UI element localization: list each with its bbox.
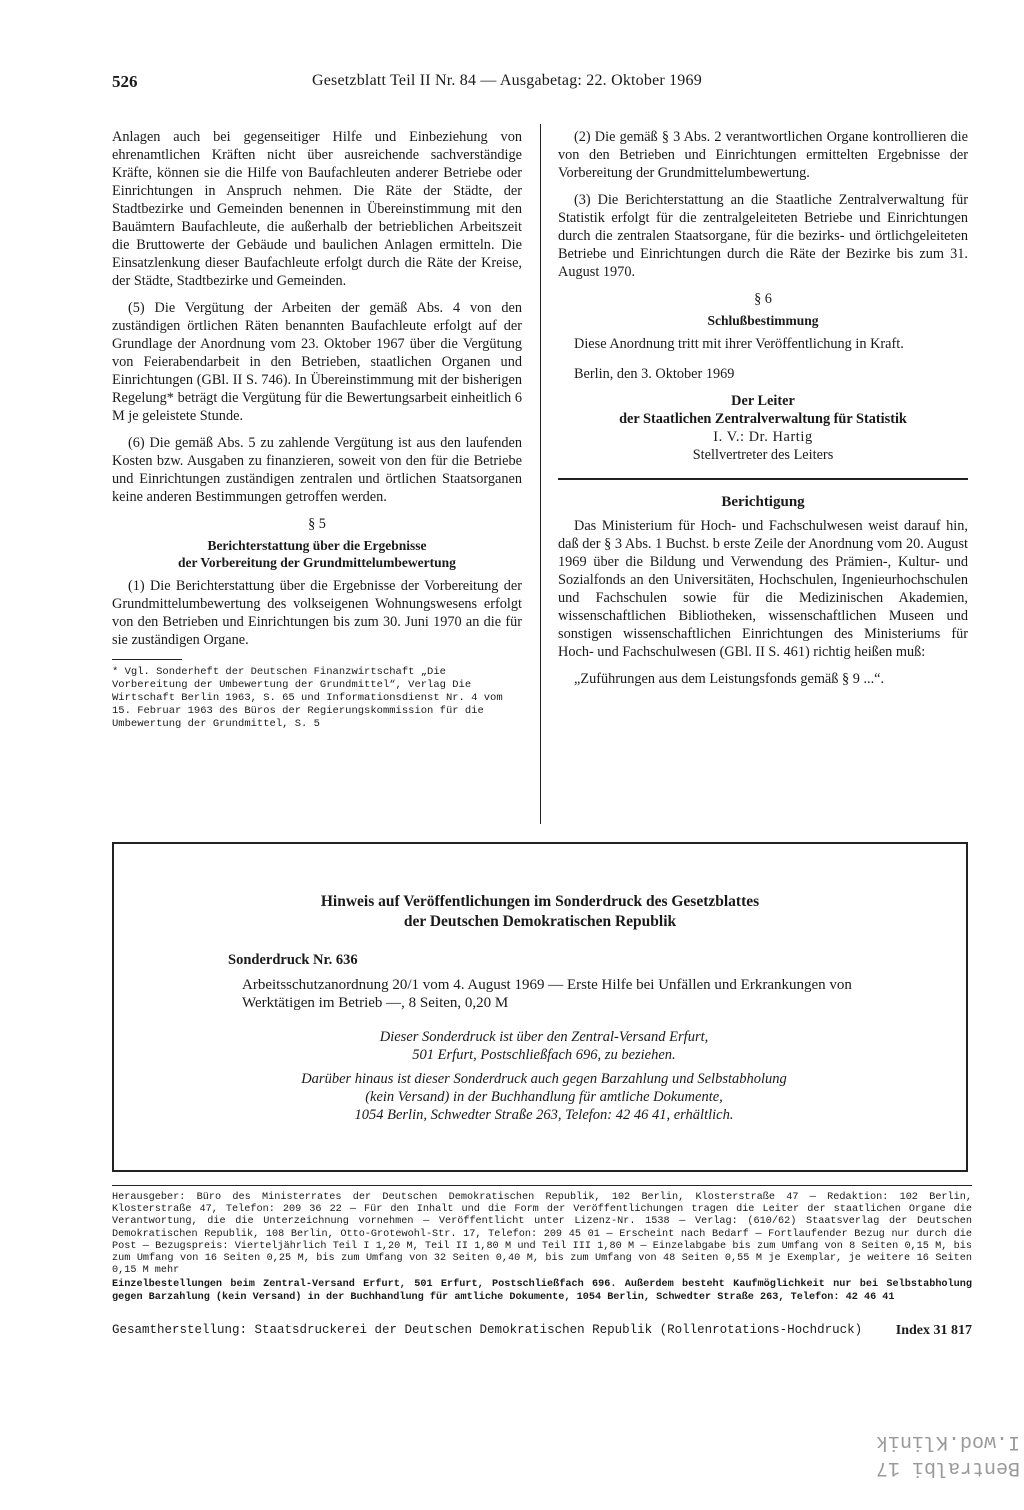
signature-organisation: der Staatlichen Zentralverwaltung für Statistik	[619, 411, 907, 427]
printer-credit: Gesamtherstellung: Staatsdruckerei der Deutschen Demokratischen Republik (Rollenrotations-Hochdruck)	[112, 1323, 863, 1337]
order-notice-line-2: 501 Erfurt, Postschließfach 696, zu beziehen.	[412, 1047, 676, 1063]
correction-paragraph: Das Ministerium für Hoch- und Fachschulwesen weist darauf hin, daß der § 3 Abs. 1 Buchst. b erste Zeile der Anordnung vom 20. August 1969 über die Bildung und Verwendung des Prämien-, Kultur- und Sozialfonds an den Universitäten, Hochschulen, Ingenieurhochschulen und Fachschulen sowie für die Medizinischen Akademien, wissenschaftlichen Bibliotheken, wissenschaftlichen Museen und sonstigen wissenschaftlichen Einrichtungen des Ministeriums für Hoch- und Fachschulwesen (GBl. II S. 461) richtig heißen muß:	[558, 518, 968, 660]
printing-line	[112, 1323, 972, 1337]
library-stamp	[770, 1420, 1020, 1480]
paragraph-6: (6) Die gemäß Abs. 5 zu zahlende Vergütung ist aus den laufenden Kosten bzw. Ausgaben zu finanzieren, soweit von den für die Betriebe und Einrichtungen zuständigen zentralen und örtlichen Staatsorganen keine anderen Bestimmungen getroffen werden.	[112, 435, 522, 505]
imprint	[112, 1192, 972, 1304]
imprint-publisher: Herausgeber: Büro des Ministerrates der Deutschen Demokratischen Republik, 102 Berlin, Klosterstraße 47 — Redaktion: 102 Berlin, Klosterstraße 47, Telefon: 209 36 22 — Für den Inhalt und die Form der Veröffentlichungen tragen die Leiter der staatlichen Organe die Verantwortung, die die Unterzeichnung vornehmen — Veröffentlicht unter Lizenz-Nr. 1538 — Verlag: (610/62) Staatsverlag der Deutschen Demokratischen Republik, 108 Berlin, Otto-Grotewohl-Str. 17, Telefon: 209 45 01 — Erscheint nach Bedarf — Fortlaufender Bezug nur durch die Post — Bezugspreis: Vierteljährlich Teil I 1,20 M, Teil II 1,80 M und Teil III 1,80 M — Einzelabgabe bis zum Umfang von 8 Seiten 0,15 M, bis zum Umfang von 16 Seiten 0,25 M, bis zum Umfang von 32 Seiten 0,40 M, bis zum Umfang von 48 Seiten 0,55 M je Exemplar, je weitere 16 Seiten 0,15 M mehr	[112, 1192, 972, 1277]
column-divider	[540, 124, 541, 824]
section-6-title: Schlußbestimmung	[707, 313, 819, 328]
stamp-line-1: Bentralbi 17	[875, 1456, 1020, 1479]
section-5-title	[112, 537, 522, 571]
left-column	[112, 128, 522, 731]
notice-box	[112, 842, 968, 1172]
imprint-orders: Einzelbestellungen beim Zentral-Versand Erfurt, 501 Erfurt, Postschließfach 696. Außerdem besteht Kaufmöglichkeit nur bei Selbstabholung gegen Barzahlung (kein Versand) in der Buchhandlung für amtliche Dokumente, 1054 Berlin, Schwedter Straße 263, Telefon: 42 46 41	[112, 1279, 972, 1303]
section-6-number: § 6	[754, 291, 772, 307]
signature-role: Stellvertreter des Leiters	[692, 447, 834, 463]
signature-date: Berlin, den 3. Oktober 1969	[574, 366, 735, 382]
footnote: * Vgl. Sonderheft der Deutschen Finanzwirtschaft „Die Vorbereitung der Umbewertung der Grundmittel“, Verlag Die Wirtschaft Berlin 1963, S. 65 und Informationsdienst Nr. 4 vom 15. Februar 1963 des Büros der Regierungskommission für die Umbewertung der Grundmittel, S. 5	[112, 666, 503, 730]
pickup-notice	[174, 1070, 914, 1124]
sonderdruck-description: Arbeitsschutzanordnung 20/1 vom 4. August 1969 — Erste Hilfe bei Unfällen und Erkrankungen von Werktätigen im Betrieb —, 8 Seiten, 0,20 M	[242, 977, 852, 1011]
running-title: Gesetzblatt Teil II Nr. 84 — Ausgabetag: 22. Oktober 1969	[312, 72, 702, 89]
sonderdruck-heading: Sonderdruck Nr. 636	[228, 952, 358, 968]
page-number: 526	[112, 72, 138, 91]
pickup-notice-line-1: Darüber hinaus ist dieser Sonderdruck auch gegen Barzahlung und Selbstabholung	[301, 1071, 787, 1087]
section-rule	[558, 478, 968, 480]
index-number: Index 31 817	[895, 1323, 972, 1338]
notice-title-line-1: Hinweis auf Veröffentlichungen im Sonderdruck des Gesetzblattes	[320, 893, 760, 910]
right-column	[558, 128, 968, 697]
pickup-notice-line-2: (kein Versand) in der Buchhandlung für amtliche Dokumente,	[365, 1089, 723, 1105]
stamp-line-2: I.wod.Klinik	[875, 1430, 1020, 1453]
paragraph: Anlagen auch bei gegenseitiger Hilfe und Einbeziehung von ehrenamtlichen Kräften nicht über ausreichende sachverständige Kräfte, können sie die Hilfe von Baufachleuten anderer Betriebe oder Einrichtungen in Anspruch nehmen. Die Räte der Städte, der Stadtbezirke und Gemeinden benennen in Übereinstimmung mit den Bauämtern Baufachleute, die außerhalb der betrieblichen Arbeitszeit die Bruttowerte der Gebäude und baulichen Anlagen ermitteln. Die Einsatzlenkung dieser Baufachleute erfolgt durch die Räte der Kreise, der Städte, Stadtbezirke und Gemeinden.	[112, 129, 522, 289]
correction-quote: „Zuführungen aus dem Leistungsfonds gemäß § 9 ...“.	[574, 671, 885, 687]
closing-paragraph: Diese Anordnung tritt mit ihrer Veröffentlichung in Kraft.	[574, 336, 904, 352]
page-header	[112, 72, 972, 96]
paragraph-5-1: (1) Die Berichterstattung über die Ergebnisse der Vorbereitung der Grundmittelumbewertung des volkseigenen Wohnungswesens erfolgt von den Betrieben und Einrichtungen bis zum 30. Juni 1970 an die für sie zuständigen Organe.	[112, 578, 522, 648]
order-notice	[174, 1028, 914, 1064]
signature-title: Der Leiter	[731, 393, 795, 409]
paragraph-3: (3) Die Berichterstattung an die Staatliche Zentralverwaltung für Statistik erfolgt für die zentralgeleiteten Betriebe und Einrichtungen durch die zentralen Staatsorgane, für die bezirks- und örtlichgeleiteten Betriebe und Einrichtungen durch die Räte der Bezirke bis zum 31. August 1970.	[558, 192, 968, 280]
imprint-rule	[112, 1185, 972, 1186]
signature-name: I. V.: Dr. Hartig	[713, 429, 813, 445]
notice-title-line-2: der Deutschen Demokratischen Republik	[403, 913, 677, 930]
footnote-rule	[112, 659, 182, 660]
section-5-title-line-2: der Vorbereitung der Grundmittelumbewertung	[178, 555, 456, 570]
paragraph-2: (2) Die gemäß § 3 Abs. 2 verantwortlichen Organe kontrollieren die von den Betrieben und Einrichtungen ermittelten Ergebnisse der Vorbereitung der Grundmittelumbewertung.	[558, 129, 968, 181]
paragraph-5: (5) Die Vergütung der Arbeiten der gemäß Abs. 4 von den zuständigen örtlichen Räten benannten Baufachleute erfolgt auf der Grundlage der Anordnung vom 23. Oktober 1967 über die Vergütung von Feierabendarbeit in den Betrieben, staatlichen Organen und Einrichtungen (GBl. II S. 746). In Übereinstimmung mit der bisherigen Regelung* beträgt die Vergütung für die Bewertungsarbeit einheitlich 6 M je geleistete Stunde.	[112, 300, 522, 424]
notice-title	[114, 892, 966, 932]
correction-heading: Berichtigung	[721, 494, 805, 510]
pickup-notice-line-3: 1054 Berlin, Schwedter Straße 263, Telefon: 42 46 41, erhältlich.	[354, 1107, 734, 1123]
section-5-title-line-1: Berichterstattung über die Ergebnisse	[207, 538, 427, 553]
section-5-number: § 5	[308, 516, 326, 532]
order-notice-line-1: Dieser Sonderdruck ist über den Zentral-Versand Erfurt,	[379, 1029, 709, 1045]
